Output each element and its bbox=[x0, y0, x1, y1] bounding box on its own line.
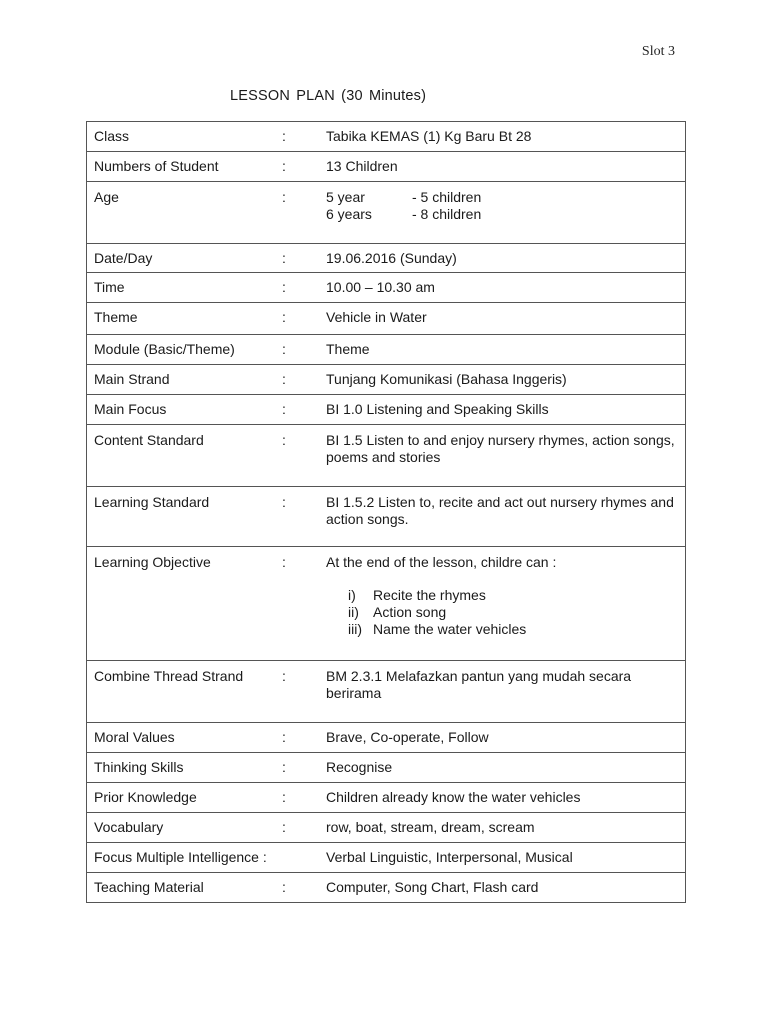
table-row bbox=[87, 152, 686, 182]
table-row bbox=[87, 843, 686, 873]
row-label: Thinking Skills bbox=[94, 759, 184, 775]
row-label: Date/Day bbox=[94, 250, 153, 266]
table-row bbox=[87, 395, 686, 425]
row-value: Brave, Co-operate, Follow bbox=[326, 729, 489, 745]
row-label: Focus Multiple Intelligence : bbox=[94, 849, 267, 865]
list-item: i) Recite the rhymes bbox=[348, 587, 486, 603]
row-colon: : bbox=[282, 879, 286, 895]
row-value: 13 Children bbox=[326, 158, 398, 174]
table-row bbox=[87, 182, 686, 244]
table-row bbox=[87, 487, 686, 547]
row-label: Moral Values bbox=[94, 729, 175, 745]
row-label: Learning Objective bbox=[94, 554, 211, 570]
row-value: Vehicle in Water bbox=[326, 309, 427, 325]
row-value: Tabika KEMAS (1) Kg Baru Bt 28 bbox=[326, 128, 532, 144]
row-label: Numbers of Student bbox=[94, 158, 219, 174]
row-colon: : bbox=[282, 128, 286, 144]
row-label: Vocabulary bbox=[94, 819, 164, 835]
row-colon: : bbox=[282, 189, 286, 205]
table-row bbox=[87, 813, 686, 843]
age-breakdown bbox=[326, 182, 677, 223]
row-label: Module (Basic/Theme) bbox=[94, 341, 235, 357]
row-value: BI 1.5 Listen to and enjoy nursery rhymes, action songs, poems and stories bbox=[326, 432, 675, 465]
table-row bbox=[87, 753, 686, 783]
row-label: Main Focus bbox=[94, 401, 167, 417]
row-value: Computer, Song Chart, Flash card bbox=[326, 879, 539, 895]
table-row bbox=[87, 365, 686, 395]
row-colon: : bbox=[282, 371, 286, 387]
objective-list bbox=[326, 587, 677, 638]
row-value: BI 1.0 Listening and Speaking Skills bbox=[326, 401, 549, 417]
age-item: 5 year - 5 children bbox=[326, 189, 482, 205]
table-row bbox=[87, 122, 686, 152]
row-label: Time bbox=[94, 279, 125, 295]
row-label: Content Standard bbox=[94, 432, 204, 448]
row-colon: : bbox=[282, 729, 286, 745]
row-value: 10.00 – 10.30 am bbox=[326, 279, 435, 295]
table-row bbox=[87, 783, 686, 813]
list-item: iii) Name the water vehicles bbox=[348, 621, 527, 637]
row-colon: : bbox=[282, 759, 286, 775]
list-item: ii) Action song bbox=[348, 604, 447, 620]
row-value: 19.06.2016 (Sunday) bbox=[326, 250, 457, 266]
row-colon: : bbox=[282, 250, 286, 266]
row-colon: : bbox=[282, 668, 286, 684]
table-row bbox=[87, 273, 686, 303]
row-colon: : bbox=[282, 432, 286, 448]
row-colon: : bbox=[282, 279, 286, 295]
row-value: Children already know the water vehicles bbox=[326, 789, 581, 805]
row-value: BI 1.5.2 Listen to, recite and act out nursery rhymes and action songs. bbox=[326, 494, 674, 527]
row-colon: : bbox=[282, 158, 286, 174]
row-label: Combine Thread Strand bbox=[94, 668, 244, 684]
row-label: Main Strand bbox=[94, 371, 170, 387]
row-value: BM 2.3.1 Melafazkan pantun yang mudah secara berirama bbox=[326, 668, 632, 701]
table-row bbox=[87, 425, 686, 487]
table-row bbox=[87, 661, 686, 723]
row-colon: : bbox=[282, 341, 286, 357]
age-item: 6 years - 8 children bbox=[326, 206, 482, 222]
row-value: Theme bbox=[326, 341, 370, 357]
row-colon: : bbox=[282, 554, 286, 570]
row-label: Learning Standard bbox=[94, 494, 210, 510]
table-row bbox=[87, 723, 686, 753]
row-value: At the end of the lesson, childre can : bbox=[326, 554, 557, 570]
row-value: Tunjang Komunikasi (Bahasa Inggeris) bbox=[326, 371, 567, 387]
table-row bbox=[87, 244, 686, 273]
row-colon: : bbox=[282, 309, 286, 325]
row-label: Class bbox=[94, 128, 130, 144]
row-colon: : bbox=[282, 819, 286, 835]
slot-label: Slot 3 bbox=[641, 44, 675, 59]
page-title: LESSON PLAN (30 Minutes) bbox=[230, 88, 427, 104]
row-colon: : bbox=[282, 401, 286, 417]
table-row bbox=[87, 335, 686, 365]
row-label: Prior Knowledge bbox=[94, 789, 197, 805]
table-row bbox=[87, 873, 686, 903]
row-value: Verbal Linguistic, Interpersonal, Musical bbox=[326, 849, 573, 865]
table-row bbox=[87, 303, 686, 335]
lesson-plan-table bbox=[86, 121, 686, 903]
row-label: Theme bbox=[94, 309, 138, 325]
row-colon: : bbox=[282, 494, 286, 510]
row-colon: : bbox=[282, 789, 286, 805]
row-label: Age bbox=[94, 189, 119, 205]
row-value: row, boat, stream, dream, scream bbox=[326, 819, 535, 835]
row-label: Teaching Material bbox=[94, 879, 204, 895]
table-row bbox=[87, 547, 686, 661]
row-value: Recognise bbox=[326, 759, 393, 775]
